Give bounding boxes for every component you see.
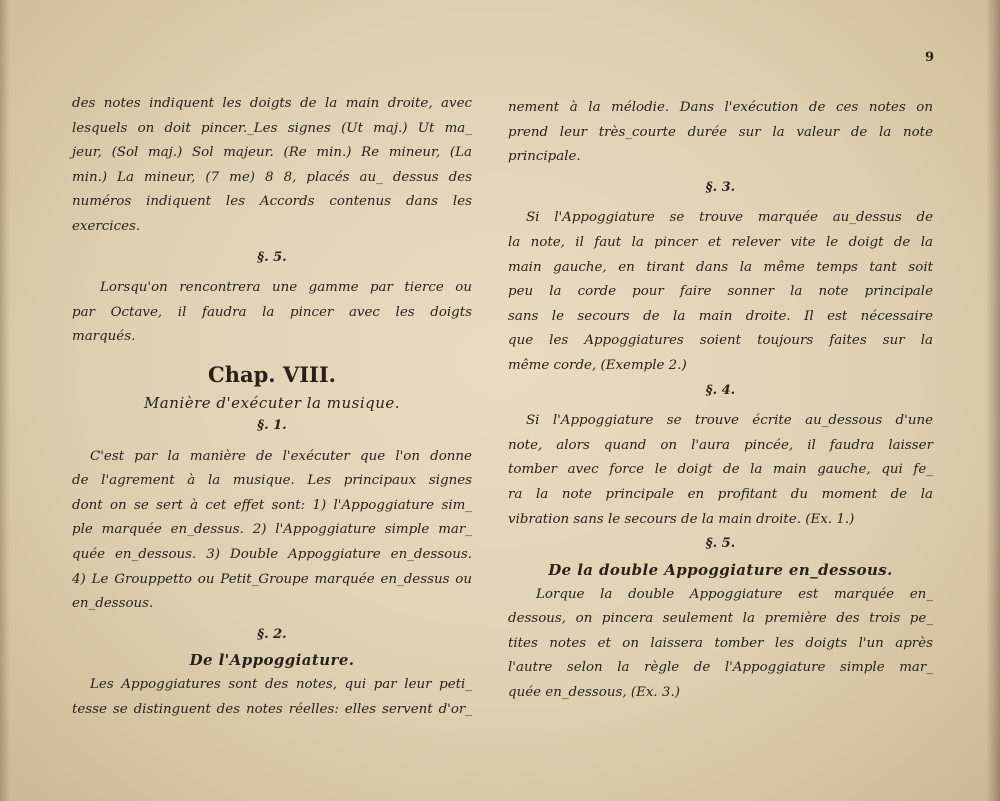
text-line: sans le secours de la main droite. Il est nécessaire	[508, 308, 933, 324]
text-line: dessous, on pincera seulement la première des trois pe_	[508, 611, 933, 627]
text-line: min.) La mineur, (7 me) 8 8, placés au_ dessus des	[72, 169, 472, 185]
section-number: §. 5.	[705, 536, 736, 552]
text-line: main gauche, en tirant dans la même temps tant soit	[508, 259, 933, 275]
text-line: quée en_dessous. 3) Double Appoggiature en_dessous.	[72, 546, 472, 562]
text-line: Si l'Appoggiature se trouve marquée au_dessus de	[526, 210, 933, 226]
text-line: Lorque la double Appoggiature est marquée en_	[536, 586, 933, 602]
text-line: exercices.	[72, 218, 141, 234]
paragraph-appoggiatures	[72, 673, 472, 722]
text-line: note, alors quand on l'aura pincée, il faudra laisser	[508, 437, 933, 453]
text-line: des notes indiquent les doigts de la main droite, avec	[72, 96, 472, 111]
text-line: ra la note principale en profitant du moment de la	[508, 486, 933, 502]
section-heading: De l'Appoggiature.	[189, 651, 355, 670]
text-line: C'est par la manière de l'exécuter que l'on donne	[90, 448, 472, 464]
text-line: quée en_dessous, (Ex. 3.)	[508, 685, 680, 701]
paragraph-melodie	[508, 96, 933, 170]
text-line: prend leur très_courte durée sur la valeur de la note	[508, 124, 933, 140]
paragraph-double-appoggiature	[508, 583, 933, 706]
paragraph-au-dessous	[508, 409, 933, 532]
page-number: 9	[925, 50, 935, 65]
text-line: jeur, (Sol maj.) Sol majeur. (Re min.) Re mineur, (La	[72, 145, 472, 161]
text-line: tites notes et on laissera tomber les doigts l'un après	[508, 635, 933, 651]
right-column	[508, 96, 933, 706]
text-line: par Octave, il faudra la pincer avec les doigts	[72, 304, 472, 320]
text-line: même corde, (Exemple 2.)	[508, 357, 687, 373]
text-line: la note, il faut la pincer et relever vite le doigt de la	[508, 234, 933, 250]
text-line: lesquels on doit pincer._Les signes (Ut maj.) Ut ma_	[72, 120, 472, 136]
paragraph-au-dessus	[508, 206, 933, 378]
text-line: dont on se sert à cet effet sont: 1) l'Appoggiature sim_	[72, 497, 472, 513]
section-number: §. 1.	[257, 417, 287, 433]
section-number: §. 2.	[257, 626, 287, 642]
text-line: principale.	[508, 149, 581, 165]
paragraph-gamme	[72, 276, 472, 350]
text-line: numéros indiquent les Accords contenus dans les	[72, 194, 472, 210]
text-line: Les Appoggiatures sont des notes, qui par leur peti_	[90, 677, 472, 693]
text-line: marqués.	[72, 329, 136, 345]
section-number: §. 5.	[257, 249, 287, 265]
page-shadow-right	[986, 0, 1000, 801]
page-shadow-left	[0, 0, 10, 801]
chapter-subtitle: Manière d'exécuter la musique.	[143, 393, 401, 412]
section-number: §. 4.	[705, 382, 736, 398]
chapter-title: Chap. VIII.	[208, 361, 336, 387]
text-line: vibration sans le secours de la main droite. (Ex. 1.)	[508, 511, 855, 527]
text-line: peu la corde pour faire sonner la note principale	[508, 284, 933, 300]
text-line: l'autre selon la règle de l'Appoggiature simple mar_	[508, 660, 933, 676]
text-line: que les Appoggiatures soient toujours faites sur la	[508, 333, 933, 349]
left-column	[72, 92, 472, 722]
text-line: de l'agrement à la musique. Les principaux signes	[72, 473, 472, 489]
text-line: Lorsqu'on rencontrera une gamme par tierce ou	[100, 280, 472, 296]
section-heading: De la double Appoggiature en_dessous.	[548, 560, 893, 579]
paragraph-accords	[72, 92, 472, 240]
paragraph-manière	[72, 445, 472, 617]
text-line: ple marquée en_dessus. 2) l'Appoggiature simple mar_	[72, 522, 472, 538]
text-line: tomber avec force le doigt de la main gauche, qui fe_	[508, 462, 933, 478]
text-line: en_dessous.	[72, 596, 154, 612]
text-line: 4) Le Grouppetto ou Petit_Groupe marquée en_dessus ou	[72, 571, 472, 587]
section-number: §. 3.	[705, 179, 736, 195]
text-line: Si l'Appoggiature se trouve écrite au_dessous d'une	[526, 413, 933, 429]
text-line: tesse se distinguent des notes réelles: elles servent d'or_	[72, 701, 472, 717]
text-line: nement à la mélodie. Dans l'exécution de ces notes on	[508, 100, 933, 115]
